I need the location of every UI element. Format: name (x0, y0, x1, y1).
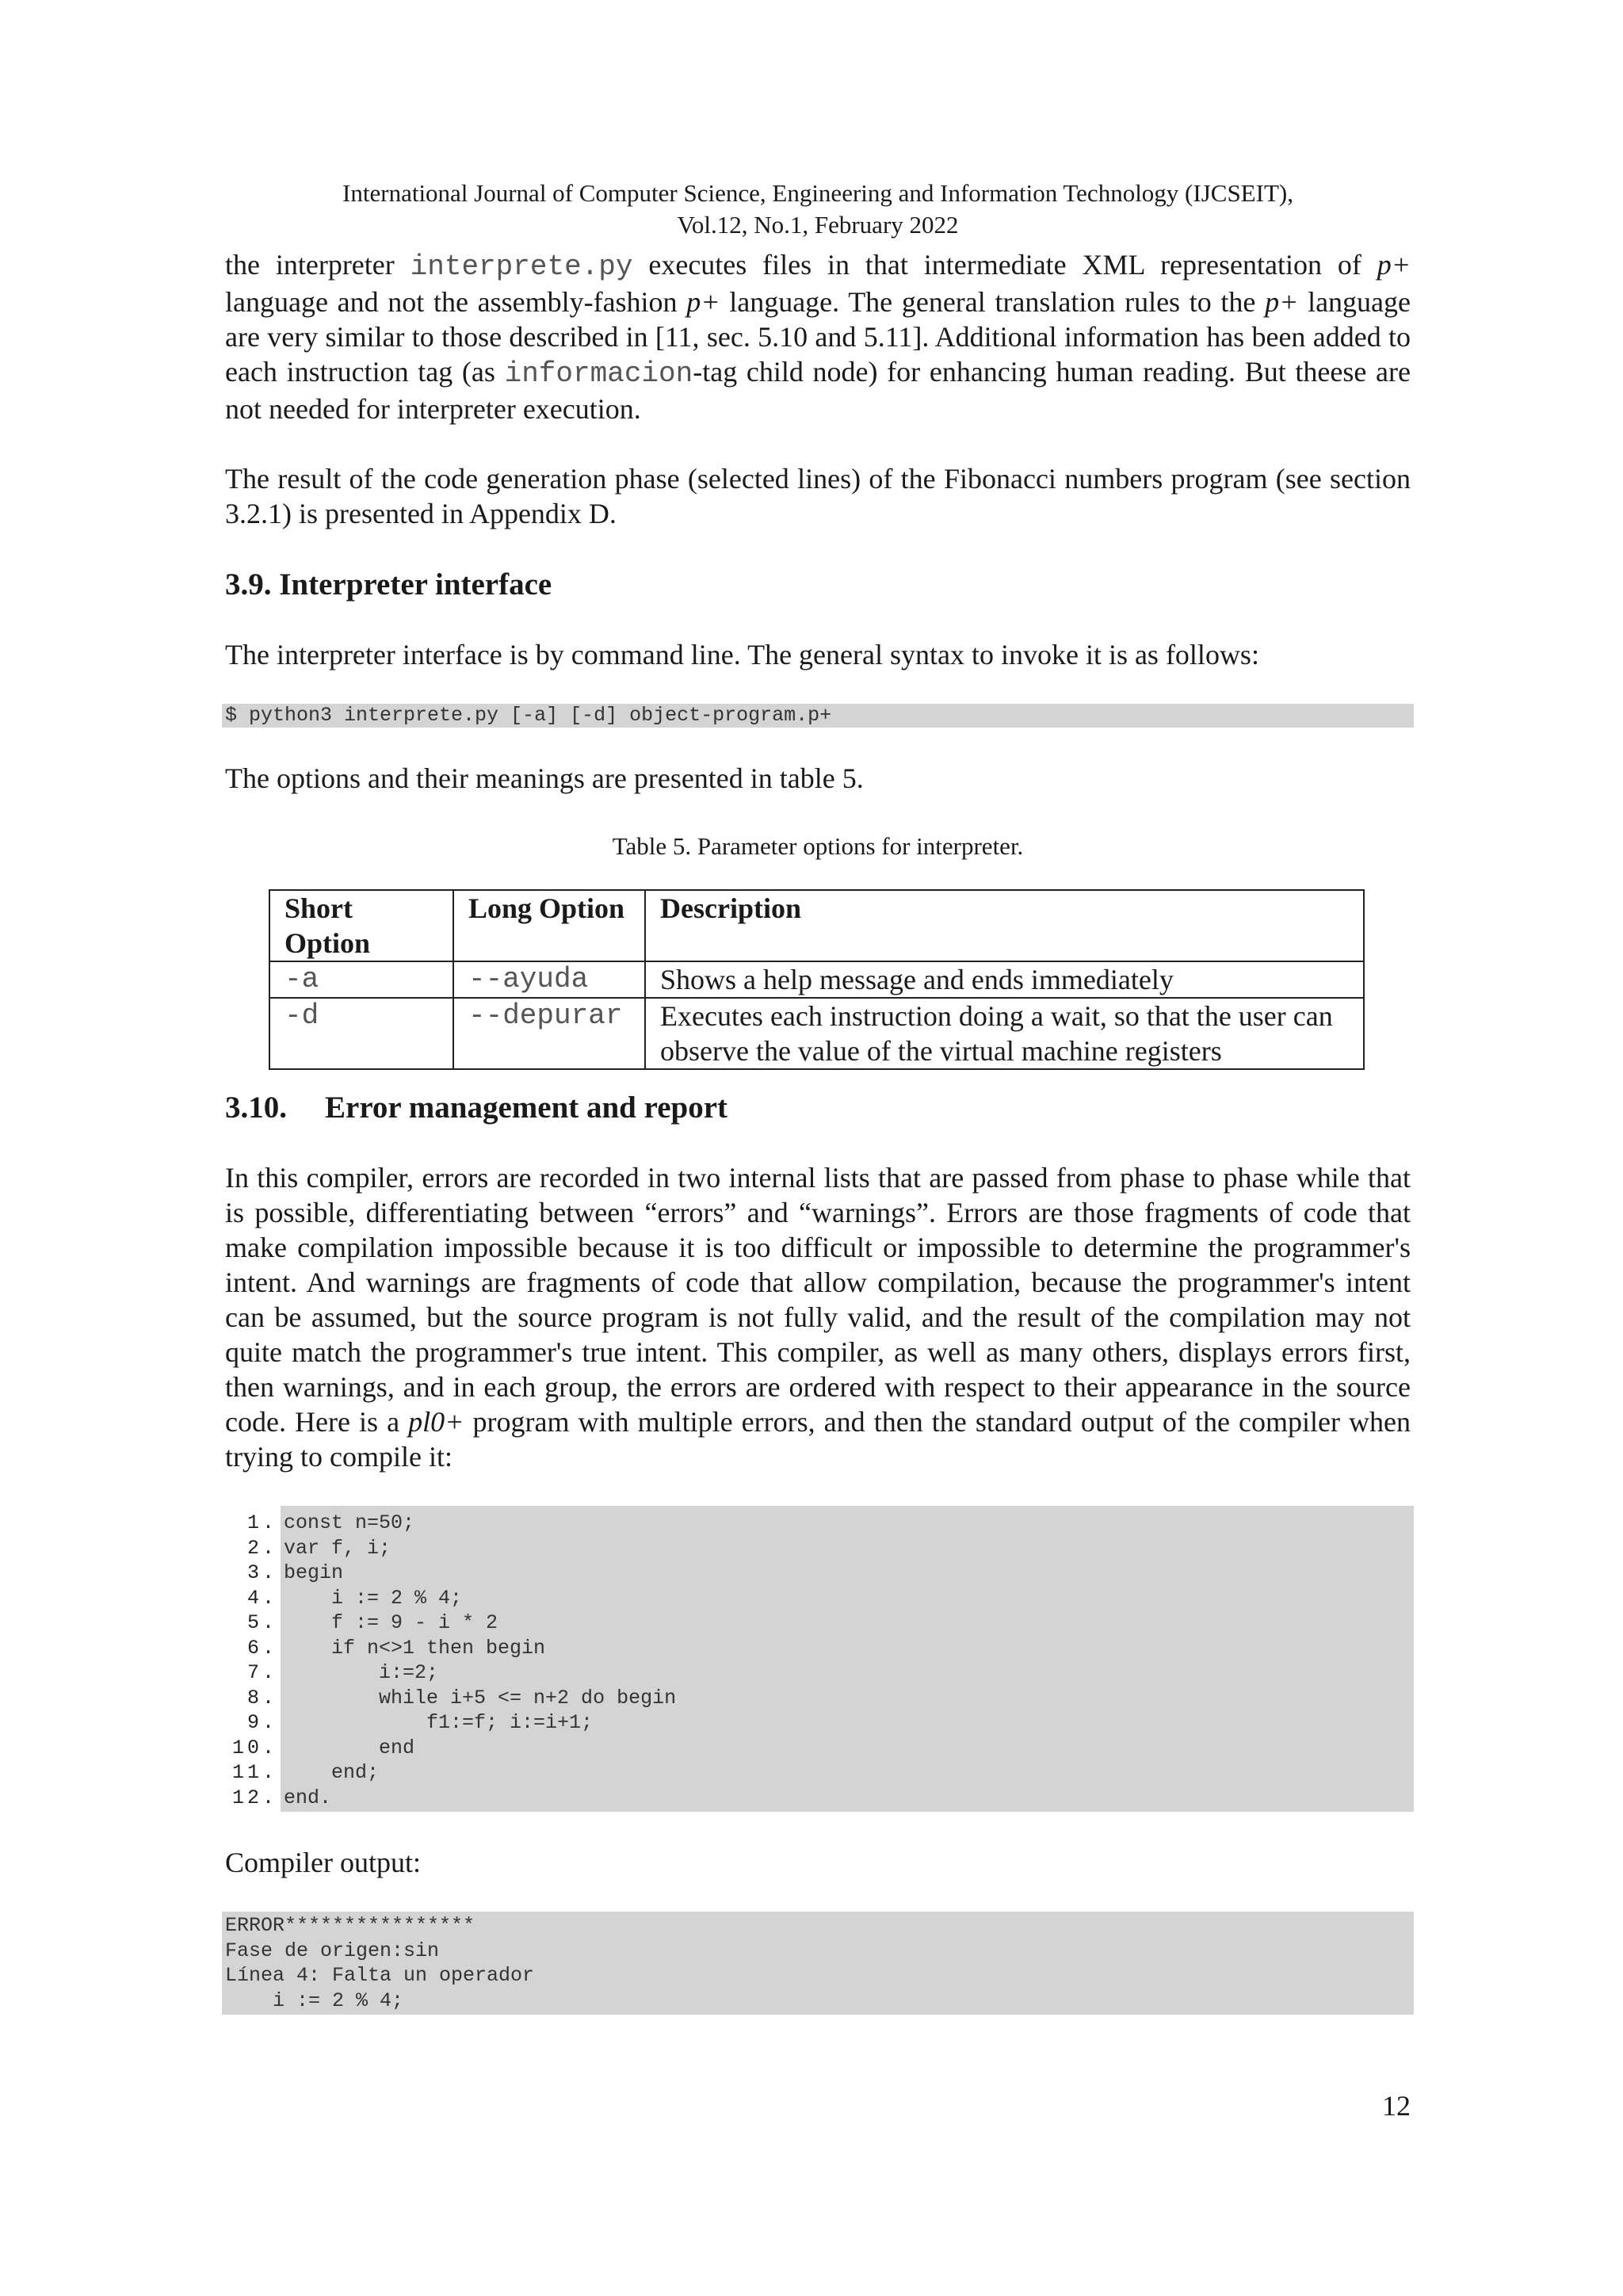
table-caption: Table 5. Parameter options for interpreter. (612, 832, 1024, 860)
paragraph-interpreter-xml (225, 247, 1411, 426)
command-syntax-box: $ python3 interprete.py [-a] [-d] object-program.p+ (222, 704, 1414, 728)
journal-header-line2: Vol.12, No.1, February 2022 (677, 211, 959, 239)
header-long-option: Long Option (453, 890, 645, 961)
cell-long-option: --depurar (453, 998, 645, 1069)
code-line (246, 1636, 1414, 1661)
code-text: i:=2; (284, 1661, 439, 1684)
cell-description: Shows a help message and ends immediately (645, 961, 1364, 998)
line-number: 7. (222, 1660, 277, 1686)
text-run: the interpreter (225, 249, 411, 281)
section-heading-3-10 (225, 1091, 1411, 1125)
code-text: if n<>1 then begin (284, 1636, 546, 1660)
inline-code: interprete.py (410, 250, 633, 283)
italic-term: p+ (1265, 286, 1299, 318)
code-text: const n=50; (284, 1511, 415, 1534)
code-line (231, 1786, 1414, 1811)
line-number: 10. (222, 1736, 277, 1761)
code-line (246, 1536, 1414, 1561)
output-line: ERROR**************** (225, 1914, 475, 1937)
line-number: 8. (222, 1686, 277, 1711)
code-line (231, 1760, 1414, 1786)
text-run: language. The general translation rules to the (720, 286, 1266, 318)
table-header-row (269, 890, 1364, 961)
code-listing (231, 1506, 1414, 1812)
paragraph-compiler-output-label: Compiler output: (225, 1847, 421, 1878)
options-table (269, 889, 1365, 1070)
line-number: 11. (222, 1760, 277, 1786)
output-line: Fase de origen:sin (225, 1939, 440, 1962)
code-line (246, 1610, 1414, 1636)
code-text: end; (284, 1761, 380, 1784)
text-run: language are very similar to those described in [11, sec. 5.10 and 5.11]. Additional information has been added to each instruction tag (as (225, 286, 1411, 388)
table-row (269, 961, 1364, 998)
line-number: 1. (222, 1511, 277, 1536)
text-run: -tag child node) for enhancing human reading. But theese are not needed for interpreter execution. (225, 356, 1411, 425)
cell-short-option: -a (269, 961, 453, 998)
code-text: var f, i; (284, 1536, 391, 1560)
cell-short-option: -d (269, 998, 453, 1069)
code-text: end. (284, 1786, 332, 1809)
section-number: 3.10. (225, 1091, 287, 1125)
output-line: i := 2 % 4; (225, 1988, 404, 2012)
compiler-output-box (222, 1912, 1414, 2015)
section-number: 3.9. (225, 567, 272, 602)
text-run: executes files in that intermediate XML representation of (632, 249, 1377, 281)
line-number: 9. (222, 1710, 277, 1736)
code-line (246, 1686, 1414, 1711)
code-text: while i+5 <= n+2 do begin (284, 1686, 677, 1710)
code-text: i := 2 % 4; (284, 1586, 463, 1610)
text-run: language and not the assembly-fashion (225, 286, 687, 318)
section-title: Interpreter interface (279, 567, 552, 602)
inline-code: informacion (504, 357, 693, 390)
code-line (246, 1586, 1414, 1611)
paragraph-interface-intro: The interpreter interface is by command line. The general syntax to invoke it is as follows: (225, 639, 1259, 670)
cell-long-option: --ayuda (453, 961, 645, 998)
line-number: 2. (222, 1536, 277, 1561)
cell-description: Executes each instruction doing a wait, so that the user can observe the value of the virtual machine registers (645, 998, 1364, 1069)
italic-term: p+ (1377, 249, 1411, 281)
code-line (246, 1511, 1414, 1536)
header-short-option: Short Option (269, 890, 453, 961)
italic-term: p+ (686, 286, 720, 318)
code-line (231, 1736, 1414, 1761)
line-number: 6. (222, 1636, 277, 1661)
code-text: end (284, 1736, 415, 1759)
header-description: Description (645, 890, 1364, 961)
line-number: 3. (222, 1561, 277, 1586)
code-text: f1:=f; i:=i+1; (284, 1711, 594, 1734)
table-row (269, 998, 1364, 1069)
code-line (246, 1660, 1414, 1686)
line-number: 5. (222, 1610, 277, 1636)
section-title: Error management and report (325, 1091, 728, 1125)
output-line: Línea 4: Falta un operador (225, 1964, 535, 1987)
journal-header-line1: International Journal of Computer Science, Engineering and Information Technology (IJCSEIT), (342, 179, 1293, 207)
code-text: begin (284, 1561, 344, 1584)
paragraph-error-management (225, 1160, 1411, 1474)
code-text: f := 9 - i * 2 (284, 1611, 498, 1634)
italic-term: pl0+ (408, 1406, 464, 1438)
line-number: 4. (222, 1586, 277, 1611)
section-heading-3-9 (225, 567, 1411, 602)
code-line (246, 1561, 1414, 1586)
page-number: 12 (1382, 2090, 1411, 2122)
text-run: program with multiple errors, and then the standard output of the compiler when trying to compile it: (225, 1406, 1411, 1473)
line-number: 12. (222, 1786, 277, 1811)
text-run: In this compiler, errors are recorded in two internal lists that are passed from phase to phase while that is possible, differentiating between “errors” and “warnings”. Errors are those fragments of code that make compilation impossible because it is too difficult or impossible to determine the programmer's intent. And warnings are fragments of code that allow compilation, because the programmer's intent can be assumed, but the source program is not fully valid, and the result of the compilation may not quite match the programmer's true intent. This compiler, as well as many others, displays errors first, then warnings, and in each group, the errors are ordered with respect to their appearance in the source code. Here is a (225, 1162, 1411, 1438)
code-line (246, 1710, 1414, 1736)
paragraph-options-intro: The options and their meanings are presented in table 5. (225, 762, 864, 794)
page-body (225, 247, 1411, 2015)
paragraph-code-generation: The result of the code generation phase (selected lines) of the Fibonacci numbers program (see section 3.2.1) is presented in Appendix D. (225, 463, 1411, 529)
journal-header (225, 178, 1411, 241)
